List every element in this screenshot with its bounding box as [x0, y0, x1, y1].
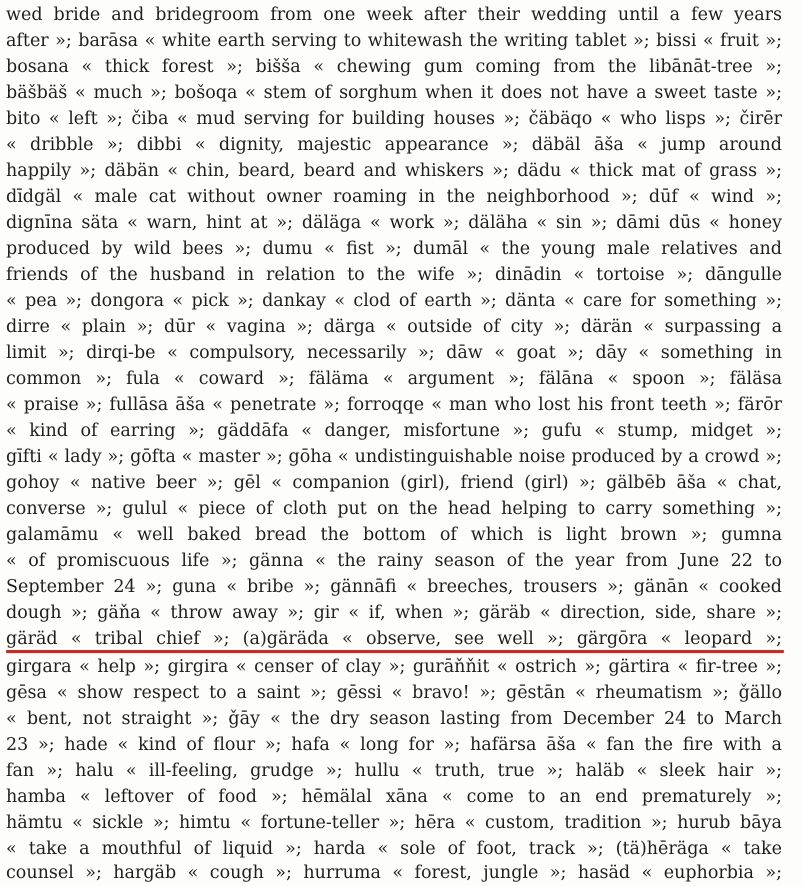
text-line-4: bäšbäš « much »; bošoqa « stem of sorghum when it does not have a sweet taste »;	[6, 83, 782, 103]
text-line-10: produced by wild bees »; dumu « fist »; dumāl « the young male relatives and	[6, 239, 782, 259]
text-line-15: common »; fula « coward »; fäläma « argument »; fälāna « spoon »; fäläsa	[6, 369, 782, 389]
text-line-11: friends of the husband in relation to the wife »; dinādin « tortoise »; dāngulle	[6, 265, 782, 285]
text-line-1: wed bride and bridegroom from one week after their wedding until a few years	[6, 5, 782, 25]
text-line-14: limit »; dirqi-be « compulsory, necessarily »; dāw « goat »; dāy « something in	[6, 343, 782, 363]
red-underline	[6, 650, 784, 653]
text-line-34: counsel »; hargäb « cough »; hurruma « forest, jungle »; hasäd « euphorbia »;	[6, 863, 782, 883]
text-line-22: « of promiscuous life »; gänna « the rainy season of the year from June 22 to	[6, 551, 782, 571]
text-line-20: converse »; gulul « piece of cloth put on the head helping to carry something »;	[6, 499, 782, 519]
text-line-29: 23 »; hade « kind of flour »; hafa « long for »; hafärsa āša « fan the fire with a	[6, 735, 782, 755]
text-line-31: hamba « leftover of food »; hēmälal xāna « come to an end prematurely »;	[6, 787, 782, 807]
text-line-27: gēsa « show respect to a saint »; gēssi « bravo! »; gēstān « rheumatism »; ǧällo	[6, 683, 782, 703]
text-line-18: gīfti « lady »; gōfta « master »; gōha « undistinguishable noise produced by a crowd »;	[6, 447, 782, 467]
text-line-25: gäräd « tribal chief »; (a)gäräda « observe, see well »; gärgōra « leopard »;	[6, 629, 782, 649]
text-line-16: « praise »; fullāsa āša « penetrate »; forroqqe « man who lost his front teeth »; färōr	[6, 395, 782, 415]
text-line-2: after »; barāsa « white earth serving to whitewash the writing tablet »; bissi « fruit »;	[6, 31, 782, 51]
text-line-8: dīdgäl « male cat without owner roaming in the neighborhood »; dūf « wind »;	[6, 187, 782, 207]
text-line-7: happily »; däbän « chin, beard, beard and whiskers »; dädu « thick mat of grass »;	[6, 161, 782, 181]
text-line-3: bosana « thick forest »; bišša « chewing gum coming from the libānāt-tree »;	[6, 57, 782, 77]
text-line-32: hämtu « sickle »; himtu « fortune-teller »; hēra « custom, tradition »; hurub bāya	[6, 813, 782, 833]
text-line-6: « dribble »; dibbi « dignity, majestic appearance »; däbäl āša « jump around	[6, 135, 782, 155]
text-line-19: gohoy « native beer »; gēl « companion (girl), friend (girl) »; gälbēb āša « chat,	[6, 473, 782, 493]
text-line-30: fan »; halu « ill-feeling, grudge »; hullu « truth, true »; haläb « sleek hair »;	[6, 761, 782, 781]
text-line-23: September 24 »; guna « bribe »; gännāfi « breeches, trousers »; gänān « cooked	[6, 577, 782, 597]
text-line-5: bito « left »; čiba « mud serving for building houses »; čäbäqo « who lisps »; čirēr	[6, 109, 782, 129]
text-line-21: galamāmu « well baked bread the bottom of which is light brown »; gumna	[6, 525, 782, 545]
text-line-12: « pea »; dongora « pick »; dankay « clod of earth »; dänta « care for something »;	[6, 291, 782, 311]
text-line-13: dirre « plain »; dūr « vagina »; därga « outside of city »; därän « surpassing a	[6, 317, 782, 337]
text-line-9: dignīna säta « warn, hint at »; däläga « work »; däläha « sin »; dāmi dūs « honey	[6, 213, 782, 233]
text-line-26: girgara « help »; girgira « censer of clay »; gurāňňit « ostrich »; gärtira « fir-tree »;	[6, 657, 782, 677]
text-line-28: « bent, not straight »; ǧāy « the dry season lasting from December 24 to March	[6, 709, 782, 729]
text-line-17: « kind of earring »; gäddāfa « danger, misfortune »; gufu « stump, midget »;	[6, 421, 782, 441]
text-line-24: dough »; gäňa « throw away »; gir « if, when »; gäräb « direction, side, share »;	[6, 603, 782, 623]
text-line-33: « take a mouthful of liquid »; harda « sole of foot, track »; (tä)hēräga « take	[6, 839, 782, 859]
